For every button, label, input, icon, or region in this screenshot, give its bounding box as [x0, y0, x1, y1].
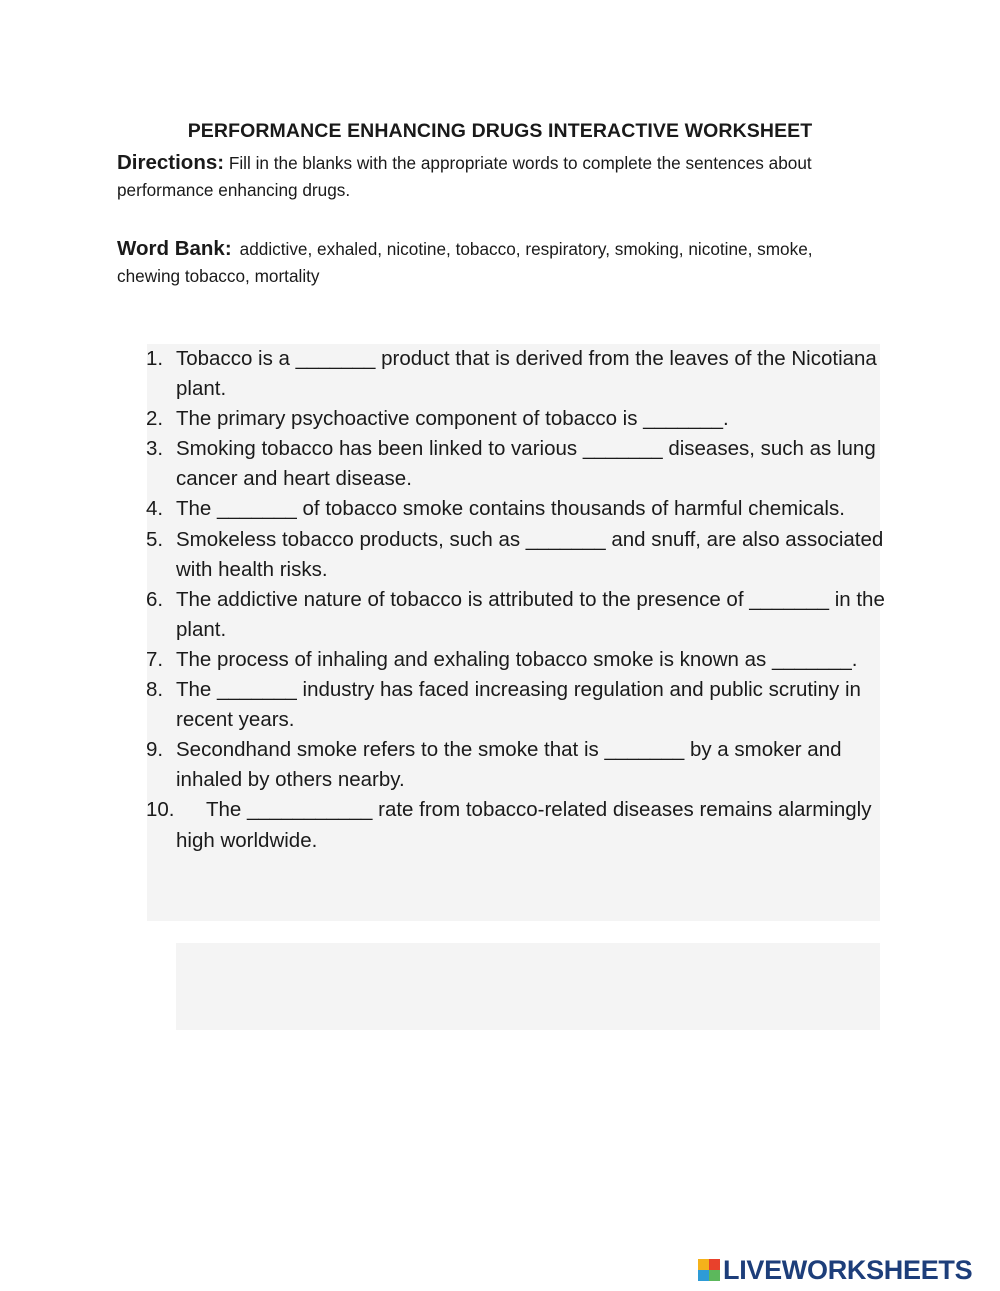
question-list [146, 344, 886, 856]
logo-text: LIVEWORKSHEETS [723, 1254, 973, 1285]
word-bank [117, 235, 877, 290]
question-text: The process of inhaling and exhaling tobacco smoke is known as _______. [176, 647, 858, 671]
question-item [146, 404, 886, 434]
question-item [146, 735, 886, 795]
question-number: 3. [146, 437, 164, 461]
question-item [146, 434, 886, 494]
worksheet-title: PERFORMANCE ENHANCING DRUGS INTERACTIVE WORKSHEET [187, 120, 813, 142]
directions [117, 149, 877, 204]
answer-input-area[interactable] [176, 943, 880, 1030]
question-item [146, 344, 886, 404]
question-text: The primary psychoactive component of tobacco is _______. [176, 407, 729, 431]
question-text: Smoking tobacco has been linked to various _______ diseases, such as lung cancer and heart disease. [176, 437, 876, 491]
question-number: 6. [146, 587, 164, 611]
question-text: The _______ industry has faced increasing regulation and public scrutiny in recent years. [176, 678, 861, 732]
question-number: 8. [146, 678, 164, 702]
question-item [146, 585, 886, 645]
question-item [146, 795, 886, 855]
word-bank-label: Word Bank: [117, 237, 232, 260]
question-text: The addictive nature of tobacco is attributed to the presence of _______ in the plant. [176, 587, 885, 641]
question-number: 7. [146, 647, 164, 671]
question-number: 2. [146, 407, 164, 431]
question-text: Secondhand smoke refers to the smoke that is _______ by a smoker and inhaled by others nearby. [176, 738, 842, 792]
question-item [146, 494, 886, 524]
liveworksheets-logo [698, 1255, 972, 1285]
directions-label: Directions: [117, 151, 225, 174]
question-text: The _______ of tobacco smoke contains thousands of harmful chemicals. [176, 497, 845, 521]
question-text: The ___________ rate from tobacco-related diseases remains alarmingly high worldwide. [176, 798, 872, 852]
question-item [146, 525, 886, 585]
question-item [146, 675, 886, 735]
question-text: Tobacco is a _______ product that is derived from the leaves of the Nicotiana plant. [176, 347, 877, 401]
question-number: 4. [146, 497, 164, 521]
question-number: 1. [146, 347, 164, 370]
logo-mark-icon [698, 1259, 720, 1281]
question-text: Smokeless tobacco products, such as _______ and snuff, are also associated with health risks. [176, 527, 884, 581]
directions-text: Fill in the blanks with the appropriate words to complete the sentences about performance enhancing drugs. [117, 153, 812, 200]
question-number: 10. [146, 798, 175, 822]
word-bank-text: addictive, exhaled, nicotine, tobacco, respiratory, smoking, nicotine, smoke, chewing tobacco, mortality [117, 239, 813, 286]
question-item [146, 645, 886, 675]
question-number: 9. [146, 738, 164, 762]
question-number: 5. [146, 527, 164, 551]
